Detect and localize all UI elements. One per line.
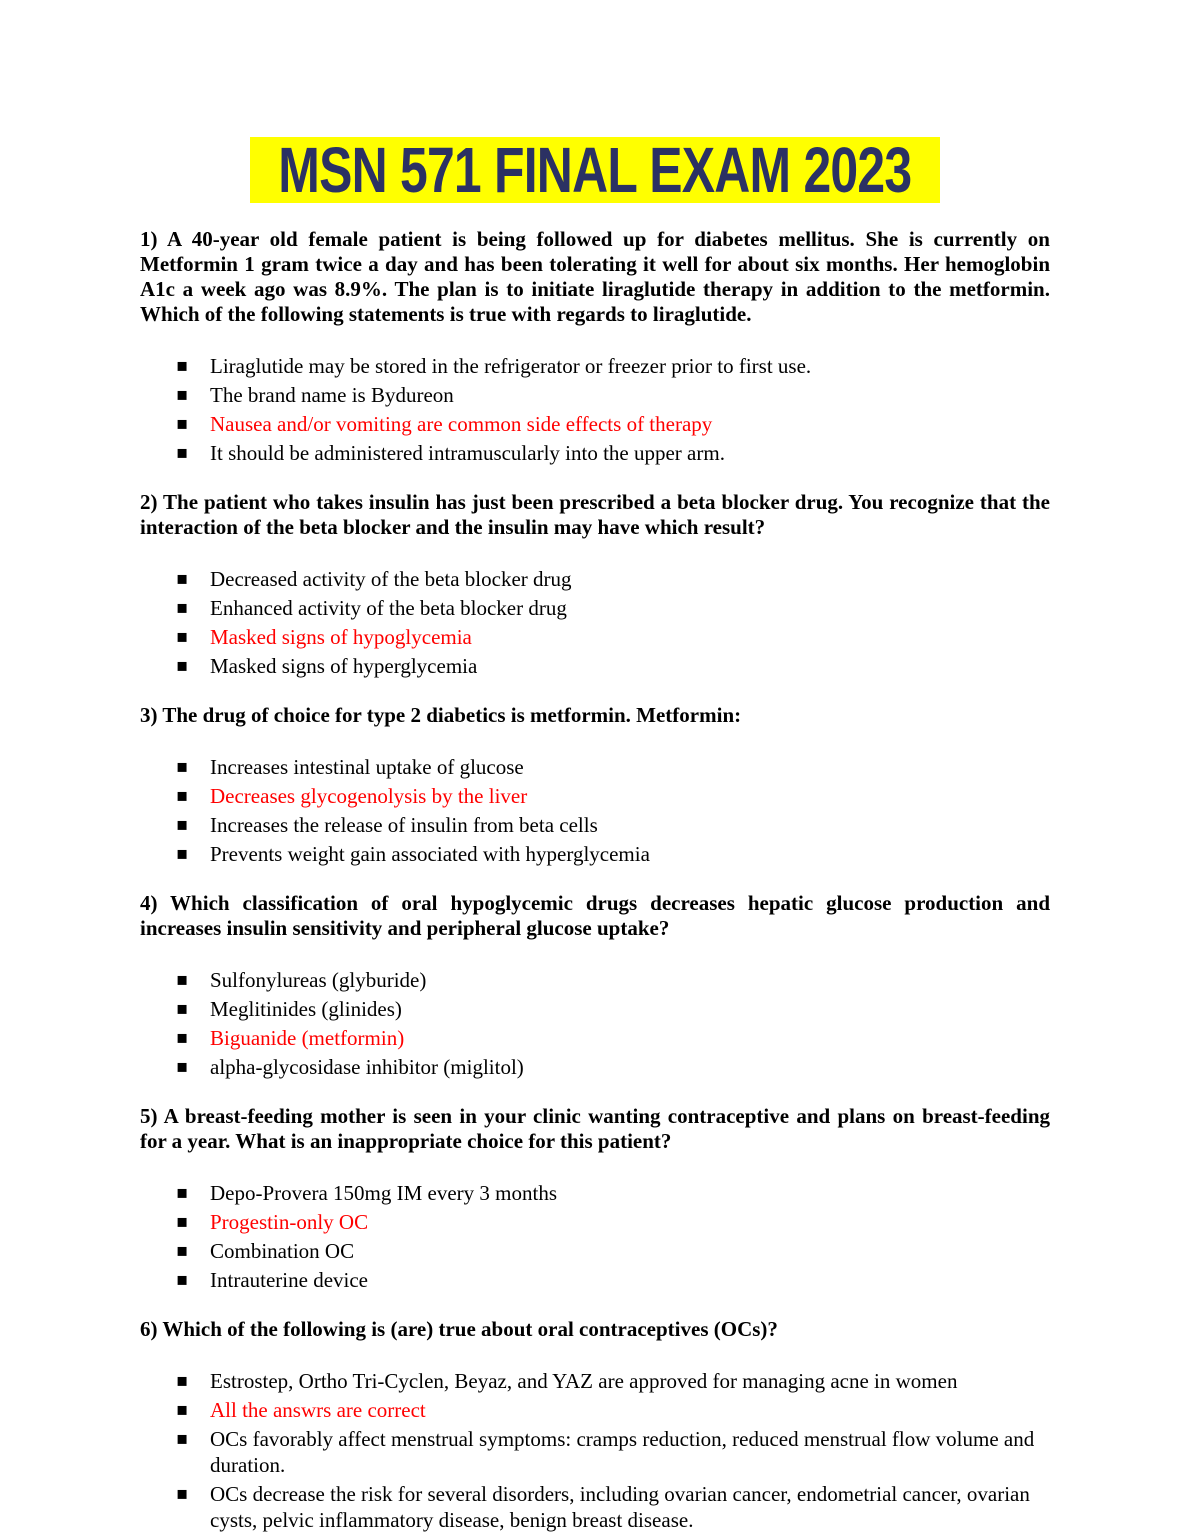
answer-text: All the answrs are correct <box>210 1398 426 1422</box>
bullet-square-icon <box>176 1267 188 1293</box>
bullet-square-icon <box>176 812 188 838</box>
answer-item-highlighted <box>140 1209 1050 1235</box>
answer-item-highlighted <box>140 1025 1050 1051</box>
answer-item <box>140 440 1050 466</box>
answer-text: Prevents weight gain associated with hyperglycemia <box>210 842 650 866</box>
bullet-square-icon <box>176 1180 188 1206</box>
answer-item <box>140 1368 1050 1394</box>
answer-item <box>140 353 1050 379</box>
answer-text: Nausea and/or vomiting are common side effects of therapy <box>210 412 713 436</box>
answer-item <box>140 595 1050 621</box>
answer-item-highlighted <box>140 1397 1050 1423</box>
bullet-square-icon <box>176 624 188 650</box>
question-1 <box>140 227 1050 466</box>
question-1-text: 1) A 40-year old female patient is being followed up for diabetes mellitus. She is currently on Metformin 1 gram twice a day and has been tolerating it well for about six months. Her hemoglobin A1c a week ago was 8.9%. The plan is to initiate liraglutide therapy in addition to the metformin. Which of the following statements is true with regards to liraglutide. <box>140 227 1050 326</box>
answer-item-highlighted <box>140 624 1050 650</box>
exam-title: MSN 571 FINAL EXAM 2023 <box>278 134 912 206</box>
answer-text: Combination OC <box>210 1239 355 1263</box>
question-1-answers <box>140 353 1050 466</box>
bullet-square-icon <box>176 1209 188 1235</box>
bullet-square-icon <box>176 841 188 867</box>
bullet-square-icon <box>176 1054 188 1080</box>
question-6 <box>140 1317 1050 1533</box>
answer-item <box>140 382 1050 408</box>
answer-text: Masked signs of hypoglycemia <box>210 625 472 649</box>
answer-text: Depo-Provera 150mg IM every 3 months <box>210 1181 558 1205</box>
answer-item <box>140 967 1050 993</box>
answer-text: Liraglutide may be stored in the refrigerator or freezer prior to first use. <box>210 354 812 378</box>
answer-text: Meglitinides (glinides) <box>210 997 402 1021</box>
answer-item <box>140 812 1050 838</box>
question-6-answers <box>140 1368 1050 1533</box>
question-5 <box>140 1104 1050 1293</box>
bullet-square-icon <box>176 440 188 466</box>
bullet-square-icon <box>176 353 188 379</box>
exam-title-highlight-band <box>250 134 940 206</box>
question-3-text: 3) The drug of choice for type 2 diabetics is metformin. Metformin: <box>140 703 742 727</box>
answer-text: Sulfonylureas (glyburide) <box>210 968 427 992</box>
question-2-answers <box>140 566 1050 679</box>
bullet-square-icon <box>176 1426 188 1452</box>
question-3 <box>140 703 1050 867</box>
answer-text: OCs favorably affect menstrual symptoms: cramps reduction, reduced menstrual flow volume and duration. <box>210 1427 1035 1477</box>
answer-item <box>140 566 1050 592</box>
answer-item <box>140 1180 1050 1206</box>
bullet-square-icon <box>176 1238 188 1264</box>
answer-item <box>140 754 1050 780</box>
bullet-square-icon <box>176 783 188 809</box>
answer-text: Intrauterine device <box>210 1268 368 1292</box>
bullet-square-icon <box>176 411 188 437</box>
answer-item <box>140 1267 1050 1293</box>
answer-text: alpha-glycosidase inhibitor (miglitol) <box>210 1055 524 1079</box>
answer-text: Masked signs of hyperglycemia <box>210 654 478 678</box>
bullet-square-icon <box>176 566 188 592</box>
answer-text: Decreases glycogenolysis by the liver <box>210 784 528 808</box>
question-4-text: 4) Which classification of oral hypoglycemic drugs decreases hepatic glucose production and increases insulin sensitivity and peripheral glucose uptake? <box>140 891 1050 940</box>
bullet-square-icon <box>176 967 188 993</box>
question-2-text: 2) The patient who takes insulin has just been prescribed a beta blocker drug. You recognize that the interaction of the beta blocker and the insulin may have which result? <box>140 490 1050 539</box>
answer-text: Enhanced activity of the beta blocker drug <box>210 596 567 620</box>
bullet-square-icon <box>176 382 188 408</box>
answer-text: OCs decrease the risk for several disorders, including ovarian cancer, endometrial cancer, ovarian cysts, pelvic inflammatory disease, benign breast disease. <box>210 1482 1030 1532</box>
answer-text: Increases intestinal uptake of glucose <box>210 755 524 779</box>
answer-item <box>140 1426 1050 1478</box>
question-5-answers <box>140 1180 1050 1293</box>
answer-text: Biguanide (metformin) <box>210 1026 405 1050</box>
question-6-text: 6) Which of the following is (are) true about oral contraceptives (OCs)? <box>140 1317 778 1341</box>
bullet-square-icon <box>176 1481 188 1507</box>
answer-item <box>140 1481 1050 1533</box>
question-4 <box>140 891 1050 1080</box>
question-3-answers <box>140 754 1050 867</box>
bullet-square-icon <box>176 996 188 1022</box>
answer-text: The brand name is Bydureon <box>210 383 454 407</box>
answer-item <box>140 841 1050 867</box>
question-4-answers <box>140 967 1050 1080</box>
answer-item <box>140 653 1050 679</box>
answer-text: Progestin-only OC <box>210 1210 369 1234</box>
bullet-square-icon <box>176 595 188 621</box>
answer-text: Decreased activity of the beta blocker drug <box>210 567 572 591</box>
bullet-square-icon <box>176 1368 188 1394</box>
question-5-text: 5) A breast-feeding mother is seen in your clinic wanting contraceptive and plans on breast-feeding for a year. What is an inappropriate choice for this patient? <box>140 1104 1050 1153</box>
question-2 <box>140 490 1050 679</box>
answer-text: Increases the release of insulin from beta cells <box>210 813 598 837</box>
answer-item-highlighted <box>140 783 1050 809</box>
answer-item <box>140 1054 1050 1080</box>
bullet-square-icon <box>176 1025 188 1051</box>
answer-item-highlighted <box>140 411 1050 437</box>
answer-item <box>140 1238 1050 1264</box>
bullet-square-icon <box>176 653 188 679</box>
answer-text: It should be administered intramuscularly into the upper arm. <box>210 441 725 465</box>
bullet-square-icon <box>176 1397 188 1423</box>
answer-text: Estrostep, Ortho Tri-Cyclen, Beyaz, and YAZ are approved for managing acne in women <box>210 1369 958 1393</box>
bullet-square-icon <box>176 754 188 780</box>
answer-item <box>140 996 1050 1022</box>
